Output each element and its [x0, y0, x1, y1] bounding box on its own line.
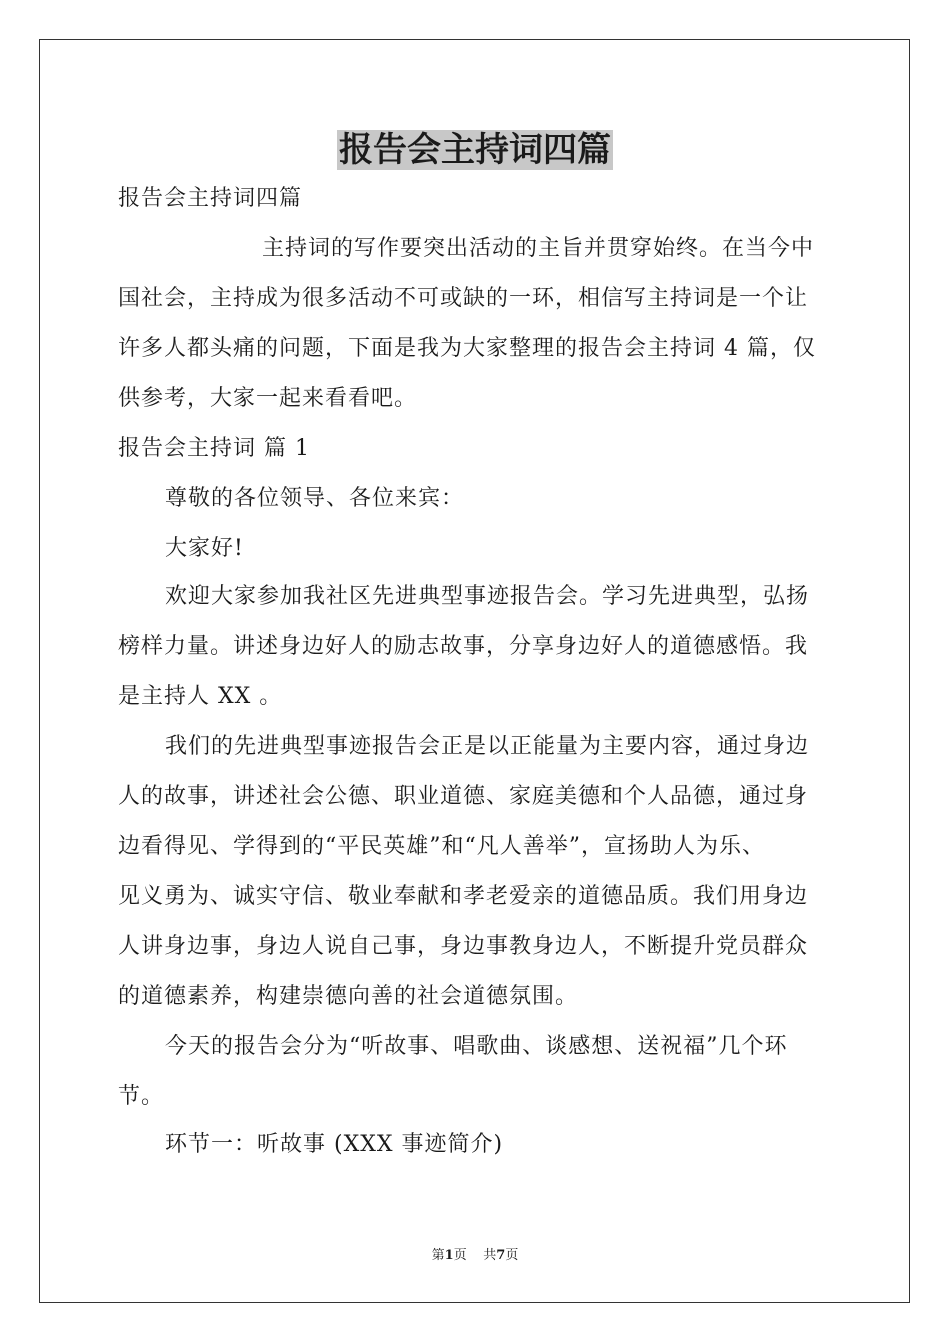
- para3-line-2: 节。: [118, 1084, 165, 1109]
- footer-total-suffix: 页: [505, 1248, 519, 1263]
- section-heading: 报告会主持词 篇 1: [118, 436, 310, 461]
- intro-line-3: 许多人都头痛的问题，下面是我为大家整理的报告会主持词 4 篇，仅: [118, 336, 816, 361]
- intro-line-1: 主持词的写作要突出活动的主旨并贯穿始终。在当今中: [262, 236, 815, 261]
- footer-total-pages: 7: [496, 1248, 506, 1263]
- para1-line-3: 是主持人 XX 。: [118, 684, 283, 709]
- intro-line-2: 国社会，主持成为很多活动不可或缺的一环，相信写主持词是一个让: [118, 286, 809, 311]
- page-border: [39, 39, 910, 1303]
- footer-page-number: 1: [444, 1248, 454, 1263]
- footer-prefix: 第: [431, 1248, 445, 1263]
- para2-line-4: 见义勇为、诚实守信、敬业奉献和孝老爱亲的道德品质。我们用身边: [118, 884, 809, 909]
- para2-line-6: 的道德素养，构建崇德向善的社会道德氛围。: [118, 984, 579, 1009]
- intro-line-4: 供参考，大家一起来看看吧。: [118, 386, 418, 411]
- greeting: 尊敬的各位领导、各位来宾：: [165, 486, 465, 511]
- para2-line-3: 边看得见、学得到的“平民英雄”和“凡人善举”，宣扬助人为乐、: [118, 834, 765, 859]
- page-footer: [0, 1247, 950, 1265]
- para1-line-1: 欢迎大家参加我社区先进典型事迹报告会。学习先进典型，弘扬: [165, 584, 810, 609]
- para2-line-5: 人讲身边事，身边人说自己事，身边事教身边人，不断提升党员群众: [118, 934, 809, 959]
- para3-line-1: 今天的报告会分为“听故事、唱歌曲、谈感想、送祝福”几个环: [165, 1034, 788, 1059]
- footer-page-suffix: 页: [453, 1248, 467, 1263]
- para2-line-2: 人的故事，讲述社会公德、职业道德、家庭美德和个人品德，通过身: [118, 784, 809, 809]
- para2-line-1: 我们的先进典型事迹报告会正是以正能量为主要内容，通过身边: [165, 734, 810, 759]
- document-title: 报告会主持词四篇: [339, 130, 611, 170]
- segment1-heading: 环节一：听故事 (XXX 事迹简介): [165, 1132, 504, 1157]
- hello: 大家好!: [165, 536, 244, 561]
- document-subtitle: 报告会主持词四篇: [118, 186, 303, 211]
- footer-total-prefix: 共: [483, 1248, 497, 1263]
- para1-line-2: 榜样力量。讲述身边好人的励志故事，分享身边好人的道德感悟。我: [118, 634, 809, 659]
